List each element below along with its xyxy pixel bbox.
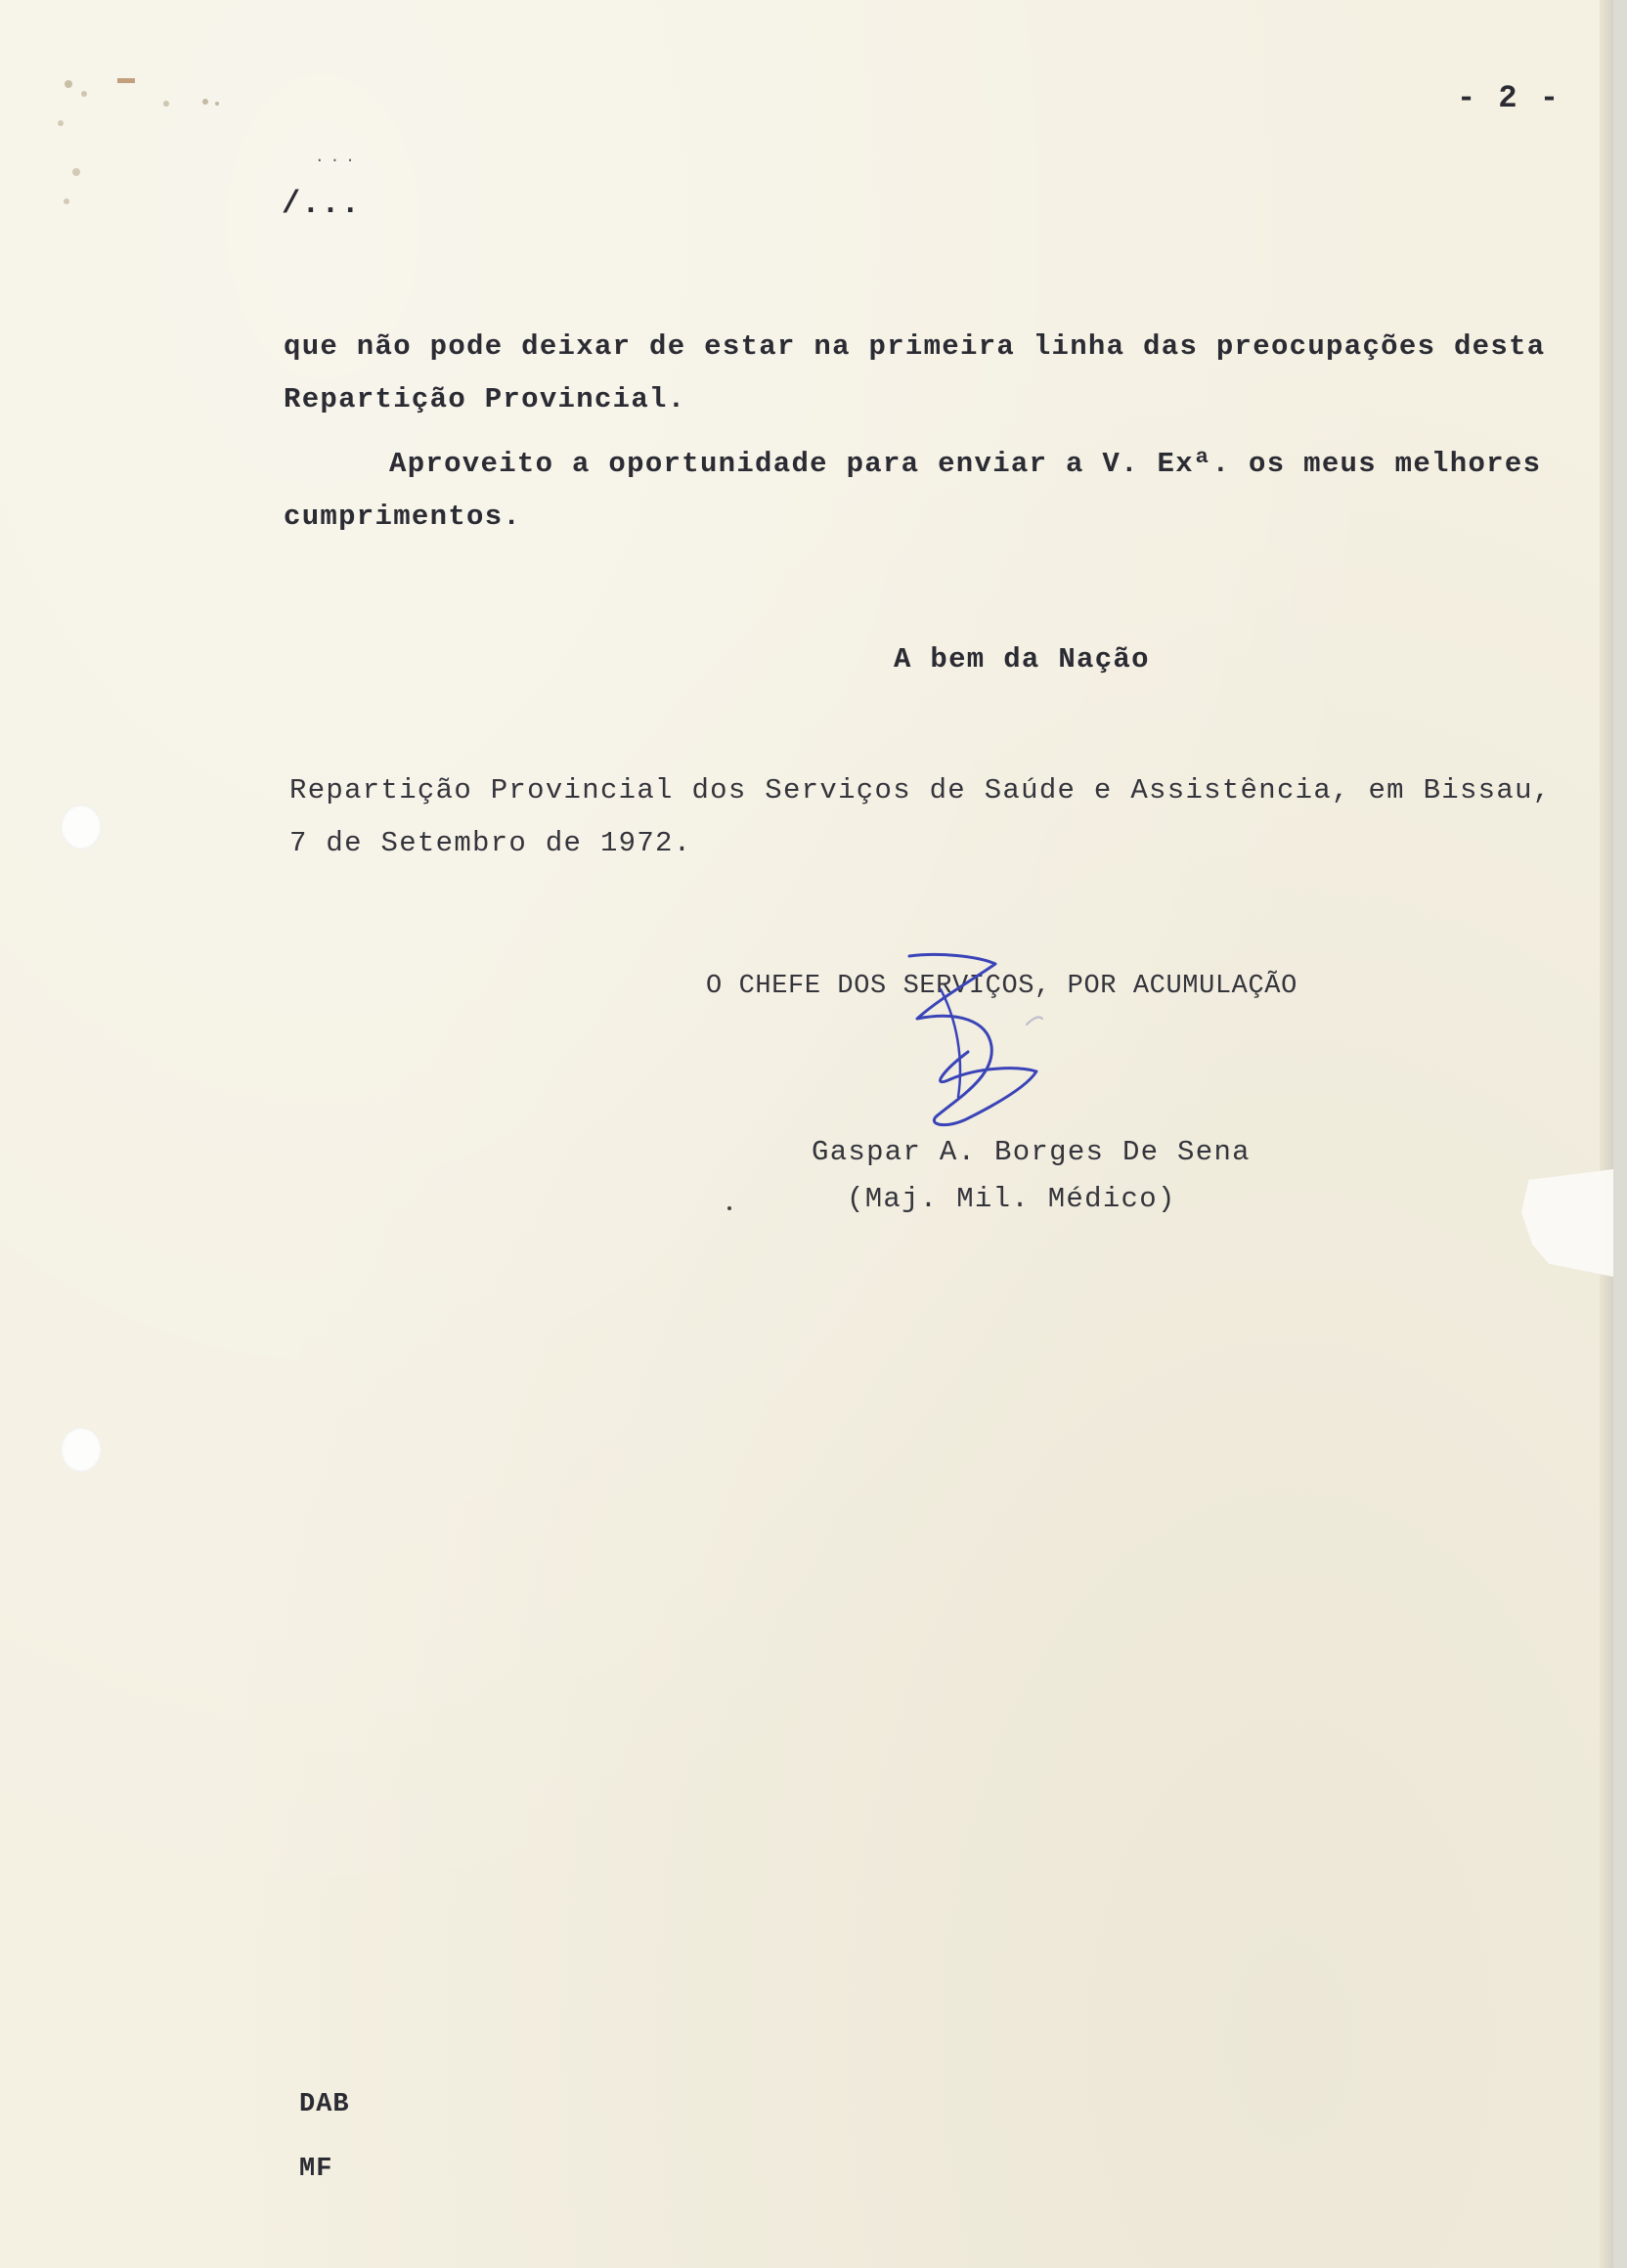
- initials-line-2: MF: [299, 2155, 333, 2184]
- continuation-mark: /...: [282, 186, 361, 222]
- place-line-2: 7 de Setembro de 1972.: [289, 827, 692, 859]
- ink-dot: [727, 1206, 731, 1210]
- place-line-1: Repartição Provincial dos Serviços de Saúde e Assistência, em Bissau,: [289, 774, 1552, 807]
- salutation: A bem da Nação: [894, 643, 1150, 676]
- body-line-1: que não pode deixar de estar na primeira linha das preocupações desta: [284, 330, 1546, 363]
- handwritten-signature: [880, 950, 1066, 1146]
- page-number: - 2 -: [1457, 80, 1561, 116]
- body-line-3: Aproveito a oportunidade para enviar a V. Exª. os meus melhores: [389, 448, 1542, 480]
- signatory-rank: (Maj. Mil. Médico): [847, 1183, 1176, 1215]
- punch-hole: [61, 805, 102, 850]
- paper-stain-marks: [49, 65, 254, 211]
- body-line-2: Repartição Provincial.: [284, 383, 686, 415]
- body-line-4: cumprimentos.: [284, 501, 522, 533]
- paper-tear: [1521, 1169, 1613, 1277]
- signatory-title: O CHEFE DOS SERVIÇOS, POR ACUMULAÇÃO: [706, 972, 1297, 1001]
- initials-line-1: DAB: [299, 2090, 350, 2119]
- paper-edge: [1600, 0, 1613, 2268]
- continuation-dots: ...: [315, 149, 361, 166]
- signatory-name: Gaspar A. Borges De Sena: [812, 1136, 1251, 1168]
- punch-hole: [61, 1427, 102, 1472]
